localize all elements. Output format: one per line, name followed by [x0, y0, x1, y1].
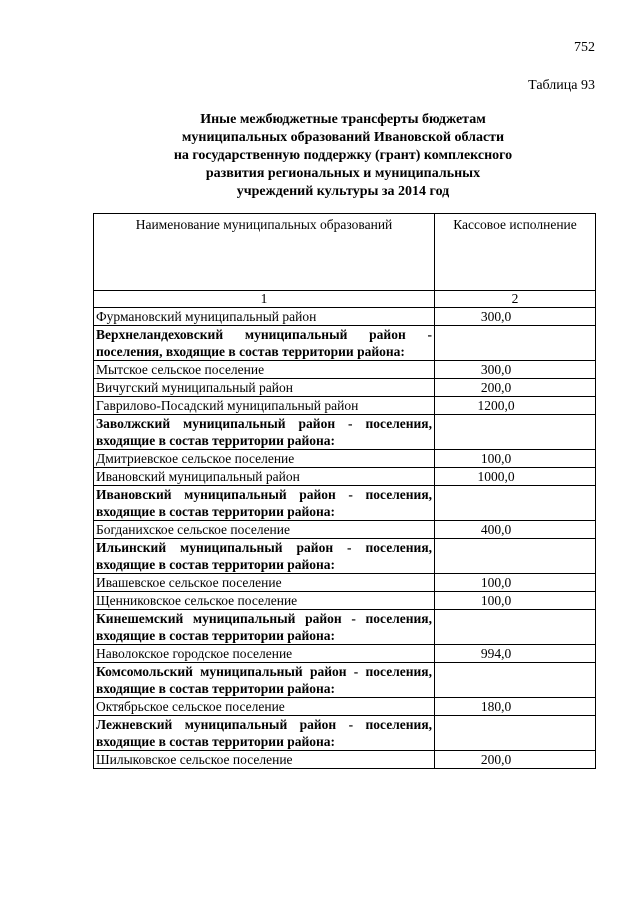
table-group-row: [94, 539, 596, 574]
table-row: [94, 521, 596, 539]
row-name: Гаврилово-Посадский муниципальный район: [94, 397, 435, 415]
row-name: Щенниковское сельское поселение: [94, 592, 435, 610]
header-value-column: Кассовое исполнение: [435, 214, 596, 291]
transfers-table: [93, 213, 596, 769]
row-name: Верхнеландеховский муниципальный район - поселения, входящие в состав территории района:: [94, 326, 435, 361]
row-value: 200,0: [435, 379, 596, 397]
row-value: 300,0: [435, 308, 596, 326]
row-value: [435, 486, 596, 521]
column-number: 2: [435, 291, 596, 308]
title-line: на государственную поддержку (грант) комплексного: [173, 148, 513, 163]
row-value: [435, 415, 596, 450]
table-group-row: [94, 326, 596, 361]
row-name: Заволжский муниципальный район - поселения, входящие в состав территории района:: [94, 415, 435, 450]
table-row: [94, 468, 596, 486]
row-name: Ивановский муниципальный район - поселения, входящие в состав территории района:: [94, 486, 435, 521]
table-row: [94, 397, 596, 415]
row-name: Дмитриевское сельское поселение: [94, 450, 435, 468]
row-name: Мытское сельское поселение: [94, 361, 435, 379]
row-name: Фурмановский муниципальный район: [94, 308, 435, 326]
table-row: [94, 645, 596, 663]
table-group-row: [94, 610, 596, 645]
table-label: Таблица 93: [528, 78, 595, 93]
row-name: Наволокское городское поселение: [94, 645, 435, 663]
table-group-row: [94, 663, 596, 698]
column-number: 1: [94, 291, 435, 308]
row-name: Вичугский муниципальный район: [94, 379, 435, 397]
row-value: 100,0: [435, 592, 596, 610]
table-row: [94, 450, 596, 468]
column-number-row: [94, 291, 596, 308]
table-row: [94, 751, 596, 769]
row-value: [435, 610, 596, 645]
row-value: 200,0: [435, 751, 596, 769]
row-value: 300,0: [435, 361, 596, 379]
row-name: Ивановский муниципальный район: [94, 468, 435, 486]
row-value: 1200,0: [435, 397, 596, 415]
table-group-row: [94, 486, 596, 521]
title-line: Иные межбюджетные трансферты бюджетам: [200, 112, 486, 127]
row-value: 100,0: [435, 574, 596, 592]
row-value: 180,0: [435, 698, 596, 716]
row-name: Ильинский муниципальный район - поселения, входящие в состав территории района:: [94, 539, 435, 574]
row-name: Комсомольский муниципальный район - поселения, входящие в состав территории района:: [94, 663, 435, 698]
row-name: Октябрьское сельское поселение: [94, 698, 435, 716]
title-line: развития региональных и муниципальных: [205, 166, 481, 181]
table-group-row: [94, 716, 596, 751]
table-group-row: [94, 415, 596, 450]
row-value: [435, 539, 596, 574]
table-row: [94, 592, 596, 610]
row-value: [435, 663, 596, 698]
title-line: муниципальных образований Ивановской области: [181, 130, 505, 145]
row-value: [435, 326, 596, 361]
row-value: [435, 716, 596, 751]
table-row: [94, 308, 596, 326]
table-row: [94, 574, 596, 592]
row-name: Лежневский муниципальный район - поселения, входящие в состав территории района:: [94, 716, 435, 751]
row-value: 400,0: [435, 521, 596, 539]
row-value: 1000,0: [435, 468, 596, 486]
row-name: Кинешемский муниципальный район - поселения, входящие в состав территории района:: [94, 610, 435, 645]
table-row: [94, 698, 596, 716]
row-value: 994,0: [435, 645, 596, 663]
table-header-row: [94, 214, 596, 291]
header-name-column: Наименование муниципальных образований: [94, 214, 435, 291]
table-body: [94, 308, 596, 769]
page-number: 752: [574, 40, 595, 55]
title-line: учреждений культуры за 2014 год: [236, 184, 450, 199]
row-value: 100,0: [435, 450, 596, 468]
table-row: [94, 379, 596, 397]
table-row: [94, 361, 596, 379]
row-name: Богданихское сельское поселение: [94, 521, 435, 539]
row-name: Ивашевское сельское поселение: [94, 574, 435, 592]
document-title: [93, 111, 593, 201]
row-name: Шилыковское сельское поселение: [94, 751, 435, 769]
